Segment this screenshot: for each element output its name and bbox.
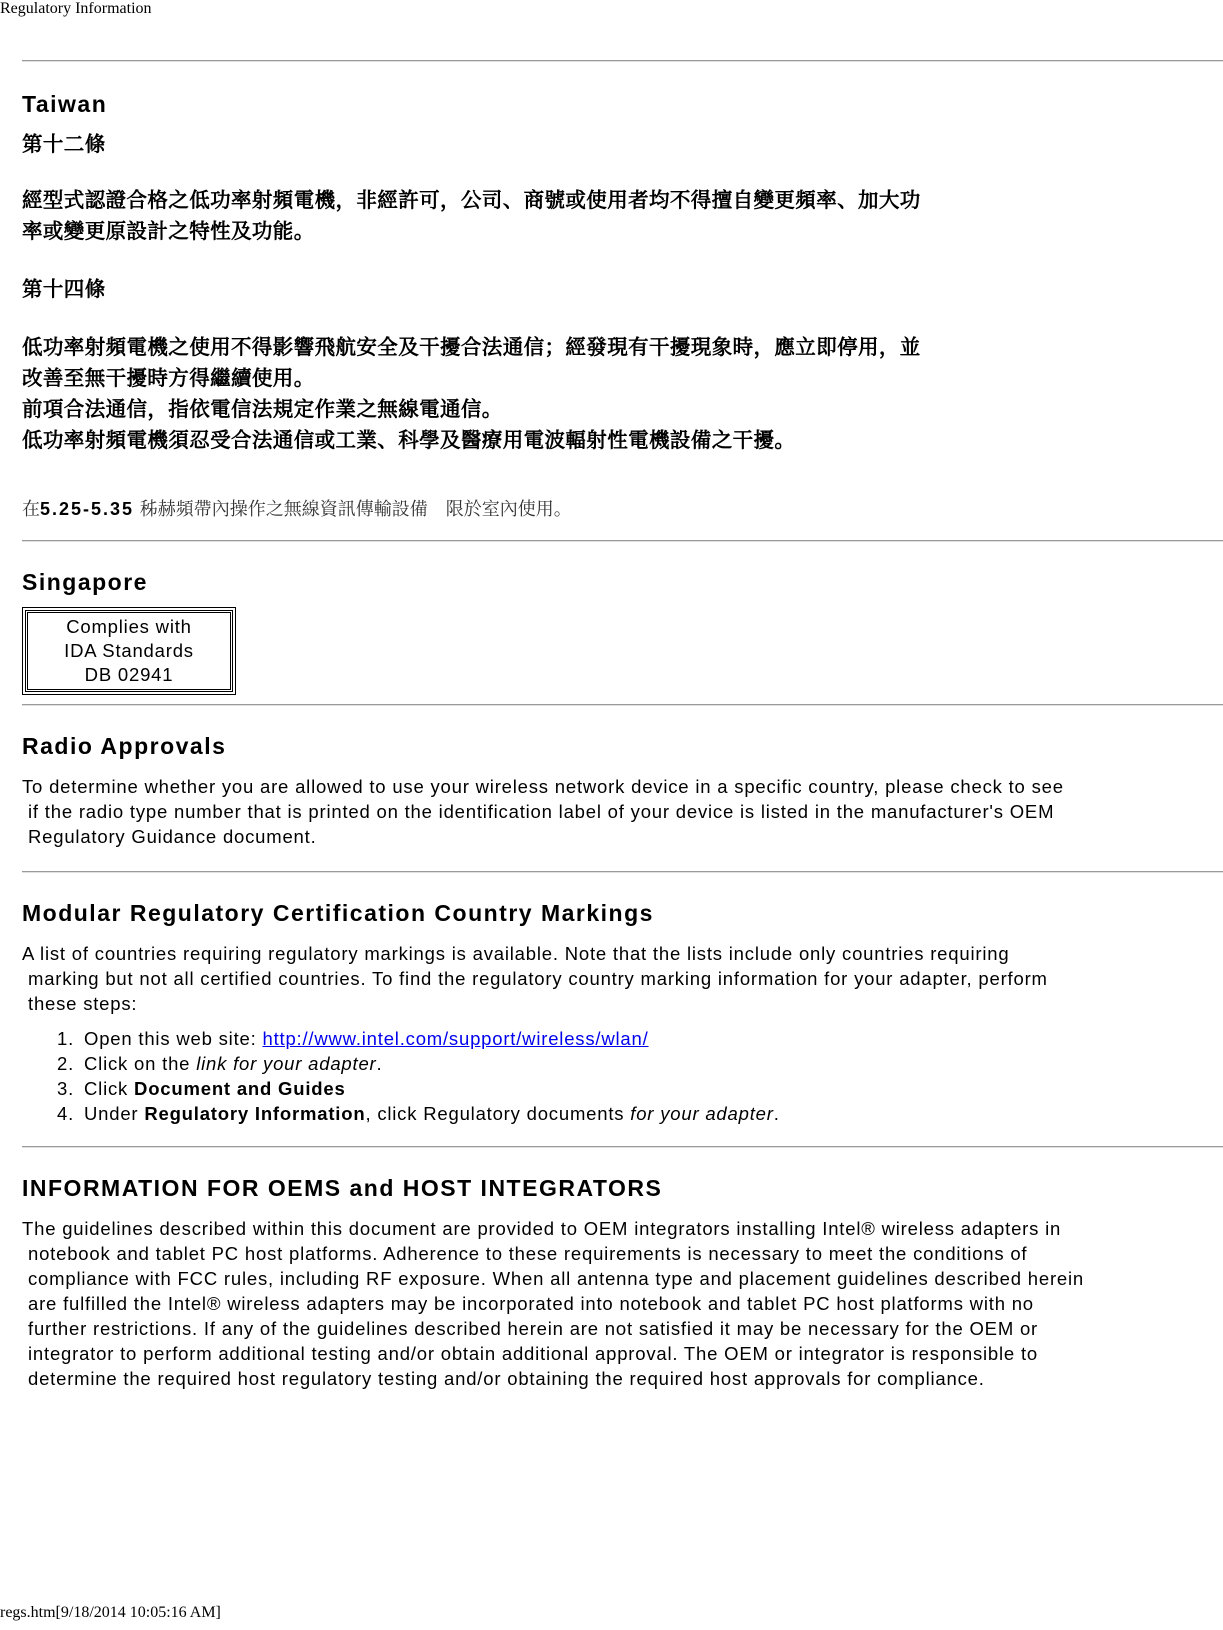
taiwan-article12-line2: 率或變更原設計之特性及功能。 <box>22 219 315 243</box>
intel-wlan-support-link[interactable]: http://www.intel.com/support/wireless/wlan/ <box>262 1028 649 1049</box>
step-2-end: . <box>376 1053 383 1074</box>
radio-approvals-paragraph <box>22 774 1223 849</box>
ida-line-2: IDA Standards <box>64 640 194 661</box>
oem-line-7: determine the required host regulatory testing and/or obtaining the required host approvals for compliance. <box>28 1368 985 1389</box>
radio-line-1: To determine whether you are allowed to use your wireless network device in a specific country, please check to see <box>22 776 1064 797</box>
oem-line-4: are fulfilled the Intel® wireless adapters may be incorporated into notebook and tablet PC host platforms with no <box>28 1293 1034 1314</box>
taiwan-article14-title: 第十四條 <box>22 277 106 301</box>
oem-integrators-heading: INFORMATION FOR OEMS and HOST INTEGRATORS <box>22 1175 663 1201</box>
step-4-emphasis: for your adapter <box>630 1103 774 1124</box>
taiwan-band-notice <box>22 496 1223 523</box>
radio-approvals-heading: Radio Approvals <box>22 733 227 759</box>
step-4-bold: Regulatory Information <box>144 1103 366 1124</box>
oem-line-1: The guidelines described within this document are provided to OEM integrators installing Intel® wireless adapters in <box>22 1218 1062 1239</box>
oem-line-6: integrator to perform additional testing and/or obtain additional approval. The OEM or integrator is responsible to <box>28 1343 1038 1364</box>
ida-line-1: Complies with <box>66 616 192 637</box>
step-2 <box>80 1051 1223 1076</box>
oem-line-2: notebook and tablet PC host platforms. Adherence to these requirements is necessary to meet the conditions of <box>28 1243 1028 1264</box>
steps-list <box>22 1026 1223 1126</box>
modular-markings-paragraph <box>22 941 1223 1016</box>
band-range: 5.25-5.35 <box>40 499 135 519</box>
step-2-emphasis: link for your adapter <box>196 1053 377 1074</box>
modular-markings-heading: Modular Regulatory Certification Country Markings <box>22 900 654 926</box>
oem-integrators-paragraph <box>22 1216 1223 1391</box>
step-3-bold: Document and Guides <box>134 1078 346 1099</box>
taiwan-article12-title: 第十二條 <box>22 132 106 156</box>
ida-compliance-label <box>25 610 233 692</box>
taiwan-article14-line1: 低功率射頻電機之使用不得影響飛航安全及干擾合法通信；經發現有干擾現象時，應立即停用，並 <box>22 335 921 359</box>
document-content <box>22 60 1223 1391</box>
ida-line-3: DB 02941 <box>84 664 174 685</box>
oem-line-3: compliance with FCC rules, including RF exposure. When all antenna type and placement guidelines described herein <box>28 1268 1085 1289</box>
modular-line-2: marking but not all certified countries. To find the regulatory country marking information for your adapter, perform <box>28 968 1048 989</box>
radio-line-2: if the radio type number that is printed on the identification label of your device is listed in the manufacturer's OEM <box>28 801 1055 822</box>
taiwan-article14-line4: 低功率射頻電機須忍受合法通信或工業、科學及醫療用電波輻射性電機設備之干擾。 <box>22 428 796 452</box>
taiwan-article14-line2: 改善至無干擾時方得繼續使用。 <box>22 366 315 390</box>
section-divider <box>22 540 1223 542</box>
band-prefix: 在 <box>22 499 40 520</box>
step-1 <box>80 1026 1223 1051</box>
step-1-text: Open this web site: <box>84 1028 263 1049</box>
singapore-heading: Singapore <box>22 569 148 595</box>
step-4-end: . <box>773 1103 780 1124</box>
oem-line-5: further restrictions. If any of the guidelines described herein are not satisfied it may be necessary for the OEM or <box>28 1318 1039 1339</box>
section-divider <box>22 871 1223 873</box>
taiwan-heading: Taiwan <box>22 91 108 117</box>
modular-line-3: these steps: <box>28 993 138 1014</box>
taiwan-article12-line1: 經型式認證合格之低功率射頻電機，非經許可，公司、商號或使用者均不得擅自變更頻率、加大功 <box>22 188 921 212</box>
step-3 <box>80 1076 1223 1101</box>
section-divider <box>22 60 1223 62</box>
modular-line-1: A list of countries requiring regulatory markings is available. Note that the lists include only countries requiring <box>22 943 1010 964</box>
step-2-text: Click on the <box>84 1053 197 1074</box>
section-divider <box>22 704 1223 706</box>
print-header-title: Regulatory Information <box>0 0 152 17</box>
taiwan-article14-line3: 前項合法通信，指依電信法規定作業之無線電通信。 <box>22 397 503 421</box>
radio-line-3: Regulatory Guidance document. <box>28 826 317 847</box>
step-4-text: Under <box>84 1103 145 1124</box>
band-suffix: 秭赫頻帶內操作之無線資訊傳輸設備 限於室內使用。 <box>134 499 572 520</box>
step-3-text: Click <box>84 1078 135 1099</box>
step-4-middle: , click Regulatory documents <box>365 1103 631 1124</box>
print-footer-source: regs.htm[9/18/2014 10:05:16 AM] <box>0 1604 221 1621</box>
step-4 <box>80 1101 1223 1126</box>
section-divider <box>22 1146 1223 1148</box>
